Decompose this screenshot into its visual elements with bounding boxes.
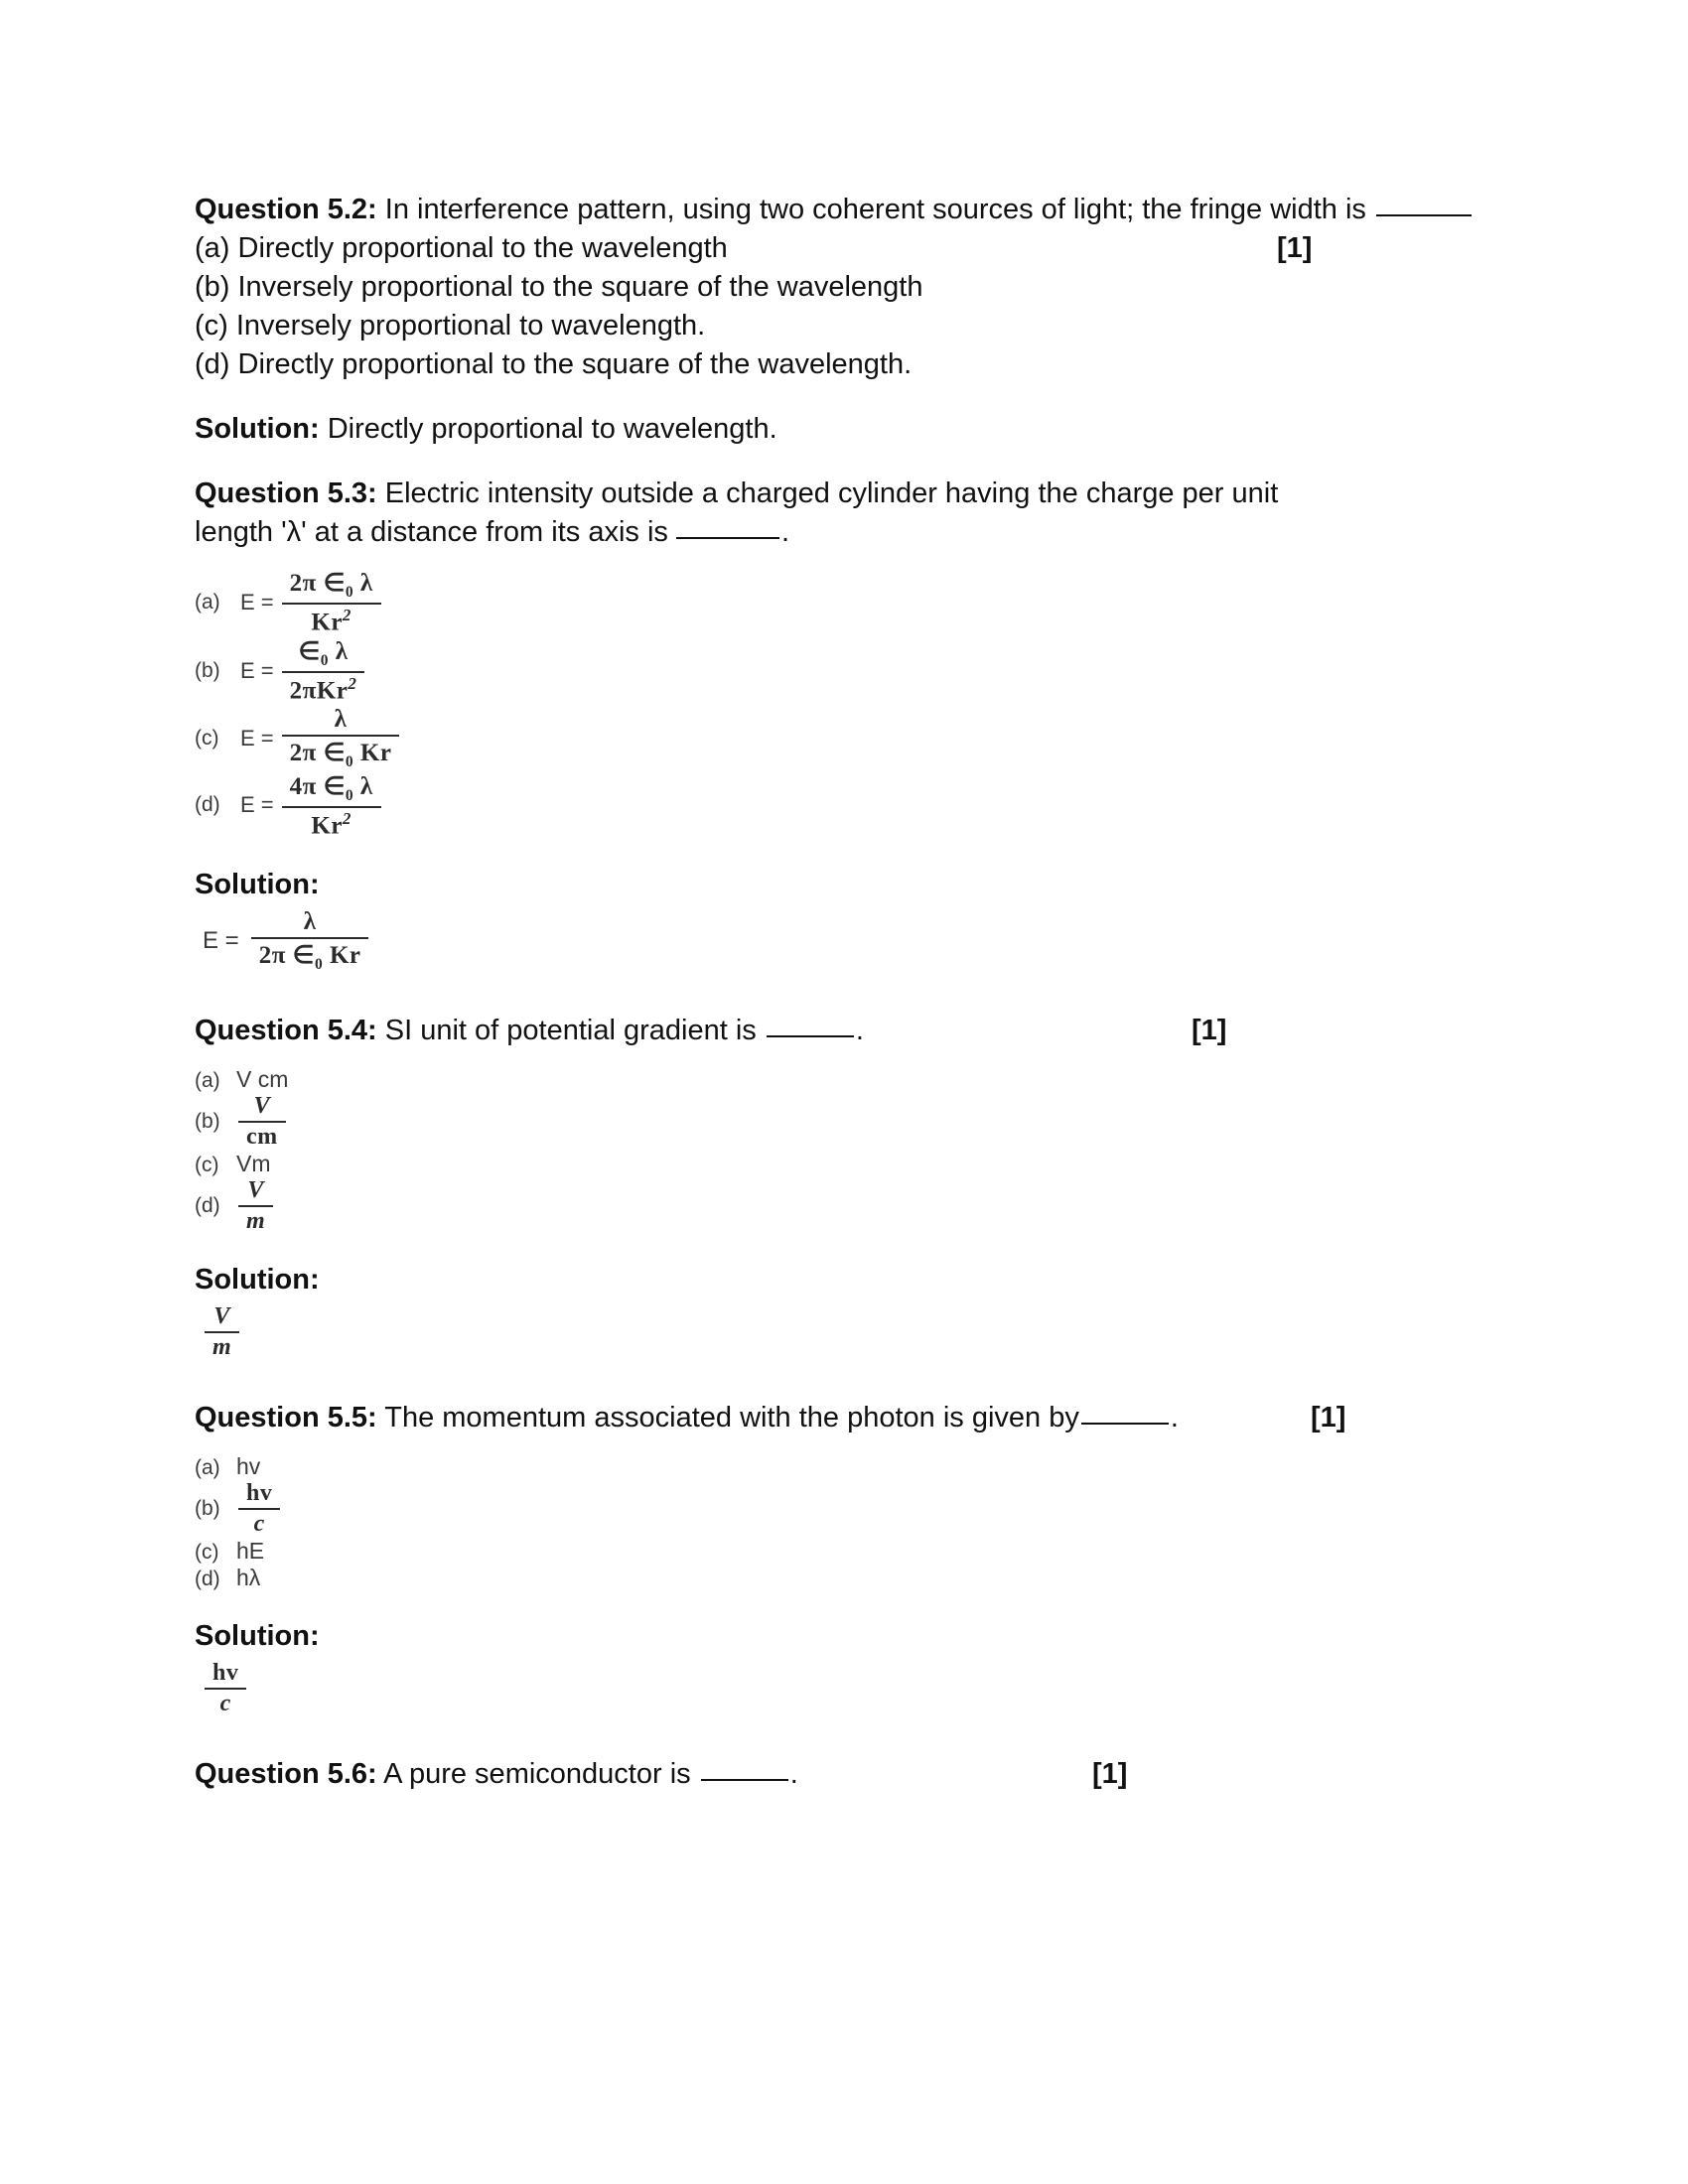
option-c-fraction — [282, 706, 400, 771]
question-block-5-3 — [195, 475, 1505, 974]
option-a-tag: (a) — [195, 590, 220, 614]
solution-5-5-expression — [203, 1660, 1505, 1717]
option-c-tag: (c) — [195, 1153, 219, 1176]
option-b-tag: (b) — [195, 1109, 220, 1133]
fill-blank — [676, 537, 779, 539]
denominator: 2π $\in_0$ Kr — [258, 941, 361, 973]
option-d-tag: (d) — [195, 1193, 220, 1217]
numerator: $\in_0$ λ — [298, 638, 349, 670]
solution-fraction — [205, 1660, 246, 1717]
question-5-4-prompt — [195, 1012, 1505, 1050]
option-c-value: hE — [236, 1537, 265, 1564]
option-d — [195, 771, 1505, 840]
option-d — [195, 1177, 1505, 1235]
fill-blank — [701, 1779, 788, 1781]
fill-blank — [767, 1035, 854, 1037]
question-5-4-label: Question 5.4: — [195, 1014, 377, 1046]
option-a — [195, 568, 1505, 636]
option-a-lhs: E = — [240, 589, 274, 614]
option-a-value: hv — [236, 1452, 261, 1479]
denominator: m — [246, 1207, 266, 1234]
solution-5-3-expression — [203, 908, 1505, 974]
denominator: c — [253, 1510, 265, 1537]
question-5-3-label: Question 5.3: — [195, 478, 377, 509]
denominator: m — [212, 1333, 232, 1360]
question-5-3-prompt-line2 — [195, 513, 1505, 552]
solution-5-5-label: Solution: — [195, 1619, 320, 1652]
question-block-5-2 — [195, 191, 1505, 449]
option-d-lhs: E = — [240, 792, 274, 818]
option-d-tag: (d) — [195, 793, 220, 817]
option-a-value: V cm — [236, 1065, 289, 1092]
option-a — [195, 1453, 1505, 1480]
question-5-3-text-after: . — [780, 516, 790, 548]
option-d-fraction — [238, 1177, 273, 1235]
question-block-5-4 — [195, 1012, 1505, 1361]
solution-fraction — [251, 908, 369, 974]
denominator: cm — [246, 1123, 278, 1150]
numerator: λ — [303, 907, 317, 935]
option-b-fraction — [282, 636, 365, 705]
numerator: V — [213, 1302, 230, 1329]
question-5-6-prompt — [195, 1755, 1505, 1794]
solution-fraction — [205, 1303, 239, 1361]
question-5-5-text: The momentum associated with the photon is given by — [376, 1401, 1079, 1433]
solution-5-4-label: Solution: — [195, 1263, 320, 1296]
solution-5-3-label: Solution: — [195, 868, 320, 900]
question-5-6-marks: [1] — [1092, 1757, 1128, 1790]
question-5-3-prompt-line1 — [195, 475, 1505, 513]
denominator: 2πKr$^2$ — [289, 674, 357, 705]
option-b: (b) Inversely proportional to the square of the wavelength — [195, 271, 923, 303]
option-d-tag: (d) — [195, 1567, 220, 1590]
question-5-2-marks: [1] — [1277, 232, 1313, 264]
question-5-5-text-after: . — [1170, 1401, 1179, 1433]
question-5-5-label: Question 5.5: — [195, 1401, 377, 1433]
option-c — [195, 706, 1505, 771]
option-b-tag: (b) — [195, 1496, 220, 1520]
question-5-2-label: Question 5.2: — [195, 194, 377, 225]
option-a: (a) Directly proportional to the wavelength — [195, 232, 728, 264]
numerator: V — [247, 1176, 264, 1203]
option-a — [195, 1066, 1505, 1093]
denominator: Kr$^2$ — [311, 808, 352, 839]
option-c-tag: (c) — [195, 726, 219, 750]
numerator: 2π $\in_0$ λ — [289, 570, 373, 601]
question-block-5-5 — [195, 1399, 1505, 1717]
denominator: Kr$^2$ — [311, 606, 352, 636]
solution-5-4-expression — [203, 1303, 1505, 1361]
option-d: (d) Directly proportional to the square of the wavelength. — [195, 348, 913, 380]
question-block-5-6 — [195, 1755, 1505, 1794]
solution-text: Directly proportional to wavelength. — [319, 413, 777, 445]
option-c-value: Vm — [236, 1150, 271, 1176]
question-5-4-text: SI unit of potential gradient is — [376, 1014, 765, 1046]
option-d-value: hλ — [236, 1564, 261, 1590]
question-5-3-text-2: length 'λ' at a distance from its axis is — [195, 516, 676, 548]
option-b-fraction — [238, 1480, 280, 1538]
numerator: 4π $\in_0$ λ — [289, 772, 373, 804]
option-c — [195, 1151, 1505, 1177]
question-5-2-text: In interference pattern, using two coherent sources of light; the fringe width is — [376, 194, 1374, 225]
fill-blank — [1376, 214, 1472, 216]
question-5-3-text-1: Electric intensity outside a charged cylinder having the charge per unit — [376, 478, 1279, 509]
option-b-tag: (b) — [195, 658, 220, 682]
option-c — [195, 1538, 1505, 1565]
option-b-lhs: E = — [240, 657, 274, 683]
option-b-fraction — [238, 1093, 286, 1151]
denominator: 2π $\in_0$ Kr — [289, 739, 392, 770]
option-c: (c) Inversely proportional to wavelength. — [195, 310, 706, 341]
question-5-6-text: A pure semiconductor is — [376, 1757, 699, 1790]
question-5-5-prompt — [195, 1399, 1505, 1437]
question-5-6-label: Question 5.6: — [195, 1757, 377, 1790]
option-b — [195, 1093, 1505, 1151]
option-b — [195, 636, 1505, 705]
option-d — [195, 1565, 1505, 1591]
solution-lhs: E = — [203, 926, 239, 954]
question-5-4-text-after: . — [855, 1014, 864, 1046]
question-5-5-marks: [1] — [1311, 1401, 1346, 1433]
fill-blank — [1081, 1423, 1169, 1425]
option-b — [195, 1480, 1505, 1538]
solution-label: Solution: — [195, 413, 320, 445]
option-c-lhs: E = — [240, 725, 274, 751]
solution-5-2 — [195, 410, 1505, 449]
option-d-fraction — [282, 771, 381, 840]
option-a-tag: (a) — [195, 1068, 220, 1092]
denominator: c — [219, 1690, 231, 1716]
numerator: λ — [334, 705, 348, 733]
question-5-6-text-after: . — [789, 1757, 798, 1790]
document-content — [195, 191, 1505, 1794]
option-c-tag: (c) — [195, 1540, 219, 1564]
numerator: hv — [246, 1479, 273, 1506]
numerator: V — [253, 1092, 271, 1119]
numerator: hv — [212, 1659, 239, 1686]
question-5-4-marks: [1] — [1192, 1014, 1227, 1046]
option-a-fraction — [282, 568, 381, 636]
option-a-tag: (a) — [195, 1455, 220, 1479]
